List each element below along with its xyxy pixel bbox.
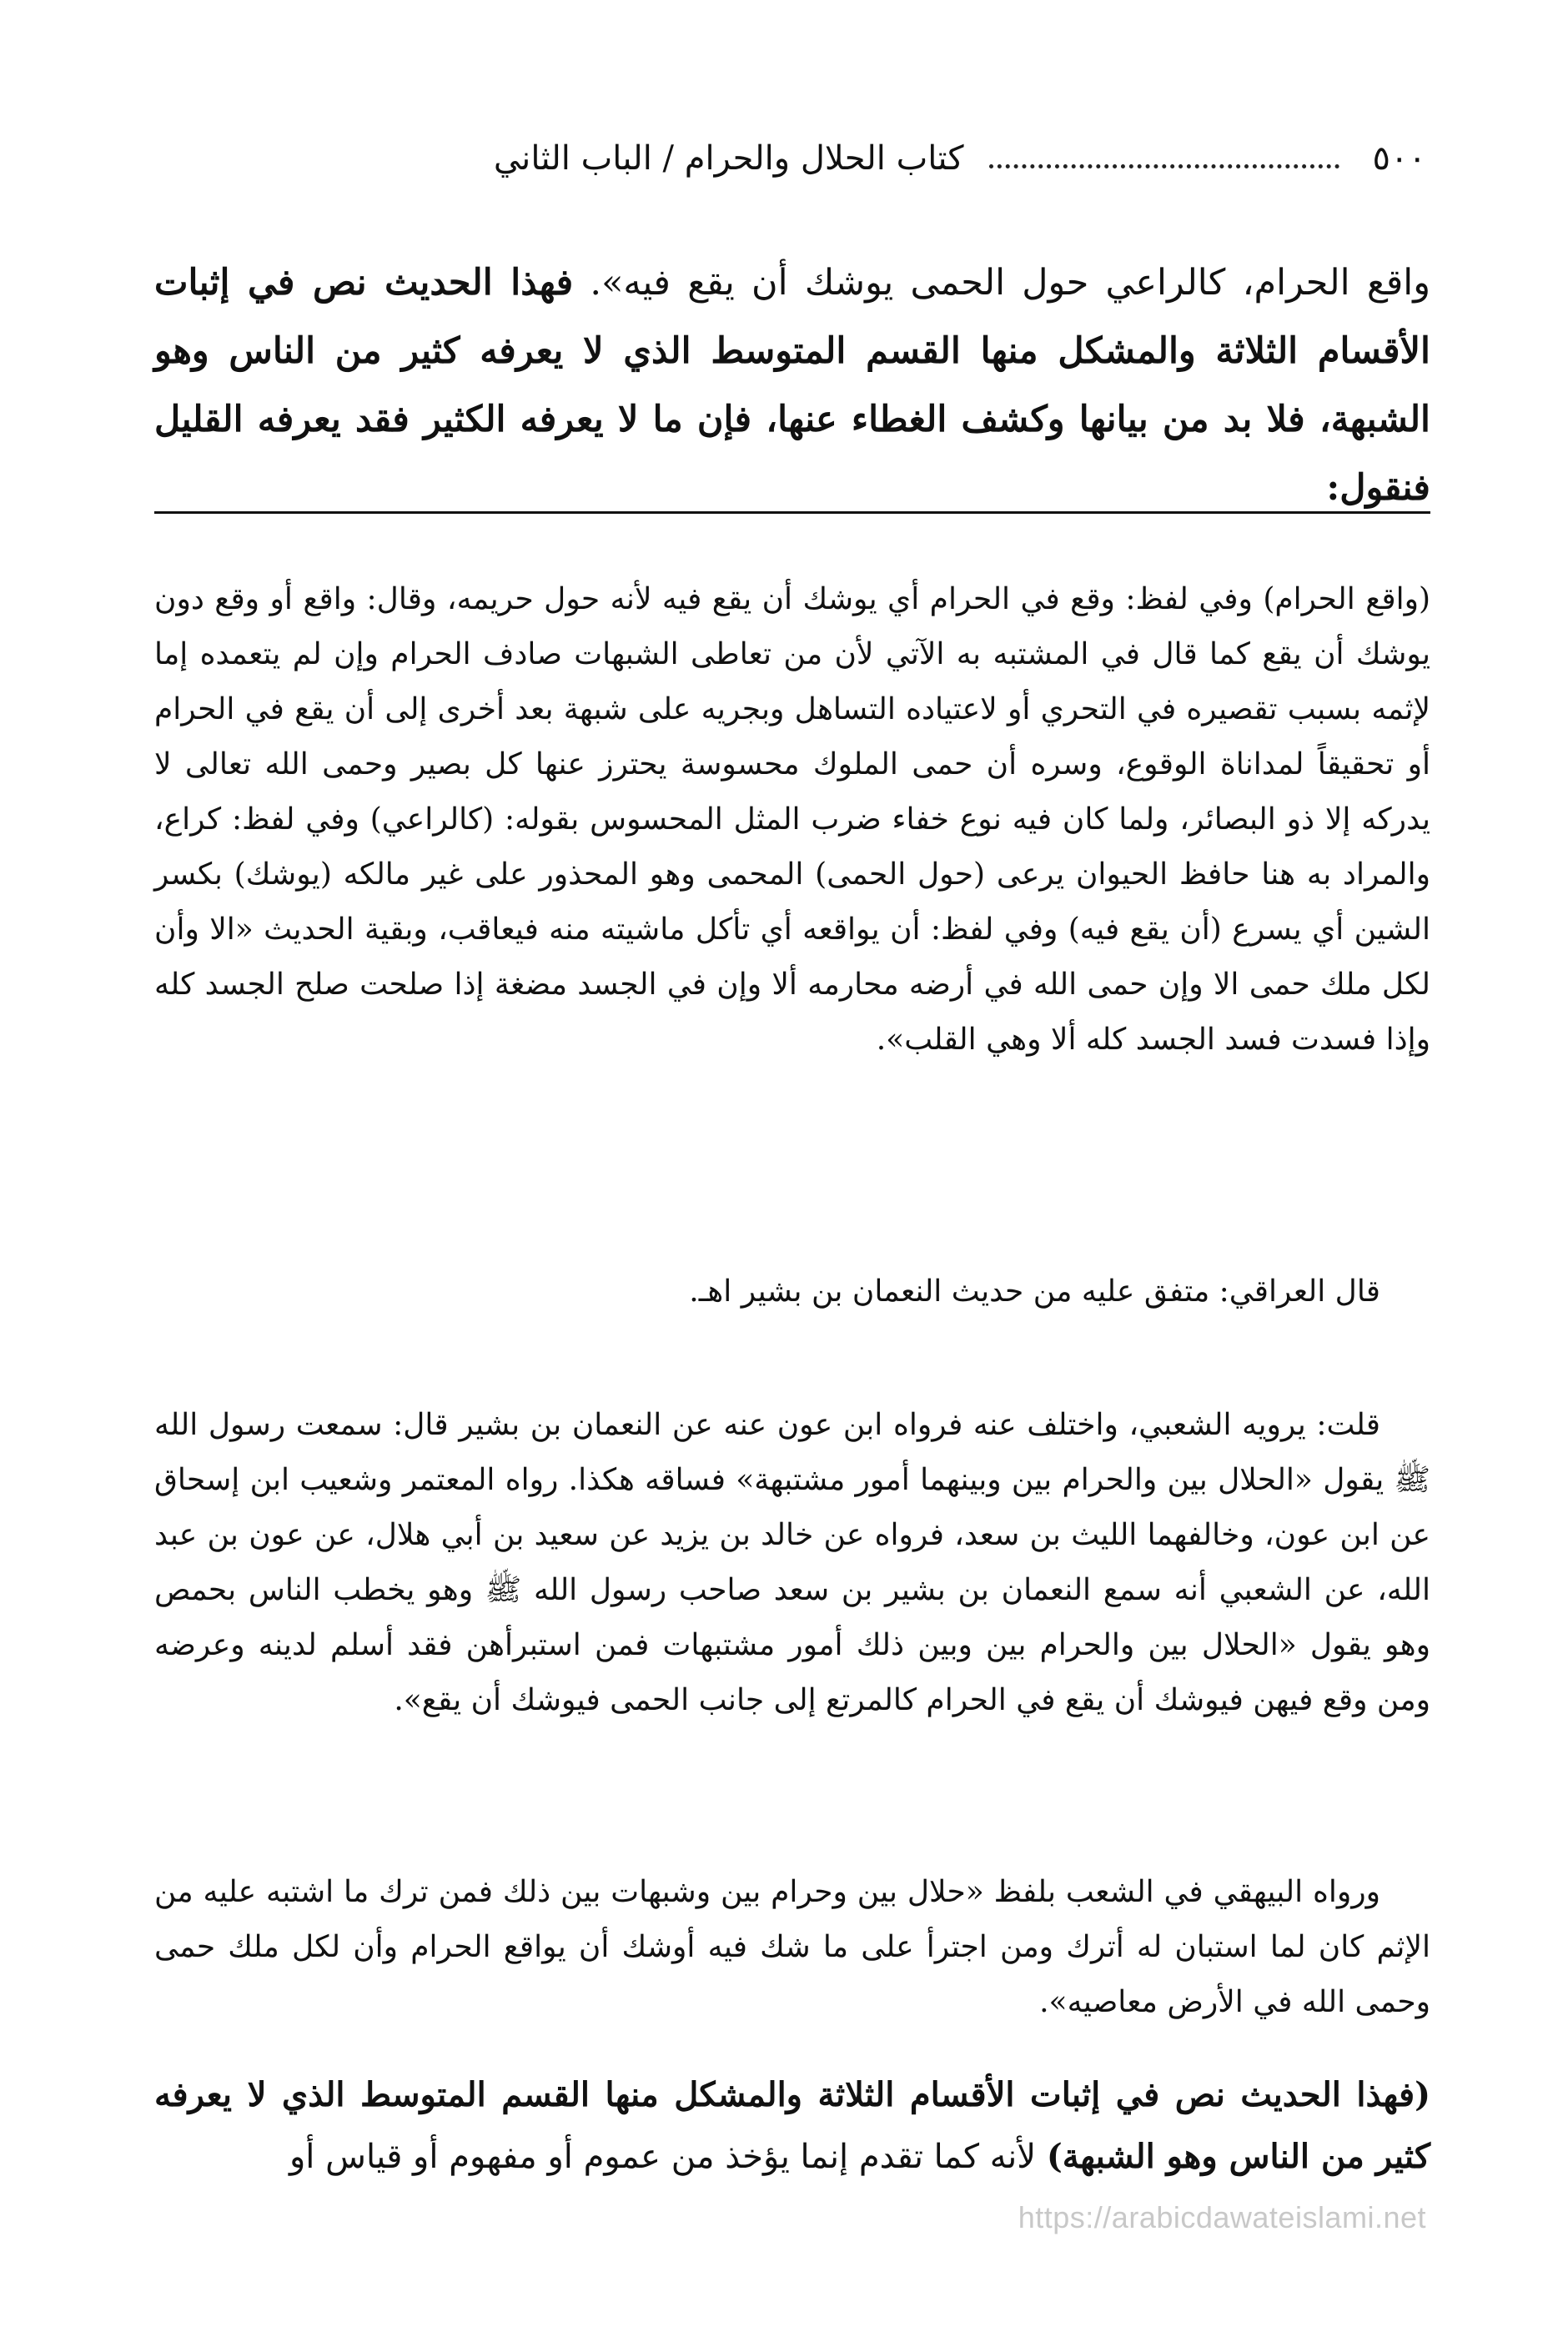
commentary-paragraph-4: ورواه البيهقي في الشعب بلفظ «حلال بين وحرام بين وشبهات بين ذلك فمن ترك ما اشتبه عليه من الإثم كان لما استبان له أترك ومن اجترأ على ما شك فيه أوشك أن يواقع الحرام وأن لكل ملك حمى وحمى الله في الأرض معاصيه». [154, 1875, 1430, 2019]
main-text-bold: فهذا الحديث نص في إثبات الأقسام الثلاثة والمشكل منها القسم المتوسط الذي لا يعرفه كثير من الناس وهو الشبهة، فلا بد من بيانها وكشف الغطاء عنها، فإن ما لا يعرفه الكثير فقد يعرفه القليل فنقول: [154, 262, 1430, 509]
commentary-paragraph-3: قلت: يرويه الشعبي، واختلف عنه فرواه ابن عون عنه عن النعمان بن بشير قال: سمعت رسول الله ﷺ يقول «الحلال بين والحرام بين وبينهما أمور مشتبهة» فساقه هكذا. رواه المعتمر وشعيب ابن إسحاق عن ابن عون، وخالفهما الليث بن سعد، فرواه عن خالد بن يزيد عن سعيد بن أبي هلال، عن عون بن عبد الله، عن الشعبي أنه سمع النعمان بن بشير بن سعد صاحب رسول الله ﷺ وهو يخطب الناس بحمص وهو يقول «الحلال بين والحرام بين وبين ذلك أمور مشتبهات فمن استبرأهن فقد أسلم لدينه وعرضه ومن وقع فيهن فيوشك أن يقع في الحرام كالمرتع إلى جانب الحمى فيوشك أن يقع». [154, 1408, 1430, 1717]
main-text [154, 249, 1430, 522]
header-dotted-leader [989, 149, 1339, 168]
commentary-paragraph-2: قال العراقي: متفق عليه من حديث النعمان بن بشير اهـ. [689, 1274, 1380, 1309]
quoted-main-text-rest: لأنه كما تقدم إنما يؤخذ من عموم أو مفهوم أو قياس أو [289, 2138, 1037, 2176]
running-title: كتاب الحلال والحرام / الباب الثاني [493, 139, 964, 178]
commentary-paragraph-1: (واقع الحرام) وفي لفظ: وقع في الحرام أي يوشك أن يقع فيه لأنه حول حريمه، وقال: واقع أو وقع دون يوشك أن يقع كما قال في المشتبه به الآتي لأن من تعاطى الشبهات صادف الحرام وإن لم يتعمده إما لإثمه بسبب تقصيره في التحري أو لاعتياده التساهل وبجريه على شبهة بعد أخرى إلى أن يقع في الحرام أو تحقيقاً لمداناة الوقوع، وسره أن حمى الملوك محسوسة يحترز عنها كل بصير وحمى الله تعالى لا يدركه إلا ذو البصائر، ولما كان فيه نوع خفاء ضرب المثل المحسوس بقوله: (كالراعي) وفي لفظ: كراع، والمراد به هنا حافظ الحيوان يرعى (حول الحمى) المحمى وهو المحذور على غير مالكه (يوشك) بكسر الشين أي يسرع (أن يقع فيه) وفي لفظ: أن يواقعه أي تأكل ماشيته منه فيعاقب، وبقية الحديث «الا وأن لكل ملك حمى الا وإن حمى الله في أرضه محارمه ألا وإن في الجسد مضغة إذا صلحت صلح الجسد كله وإذا فسدت فسد الجسد كله ألا وهي القلب». [154, 582, 1431, 1057]
quoted-main-text [154, 2064, 1430, 2188]
page-number: ٥٠٠ [1372, 139, 1426, 178]
watermark-url: https://arabicdawateislami.net [1018, 2200, 1426, 2234]
footnote-divider [154, 511, 1430, 514]
page-header [158, 125, 1426, 192]
quoted-main-text-bold: (فهذا الحديث نص في إثبات الأقسام الثلاثة والمشكل منها القسم المتوسط الذي لا يعرفه كثير من الناس وهو الشبهة) [154, 2075, 1430, 2176]
main-text-intro: واقع الحرام، كالراعي حول الحمى يوشك أن يقع فيه». [590, 262, 1430, 304]
